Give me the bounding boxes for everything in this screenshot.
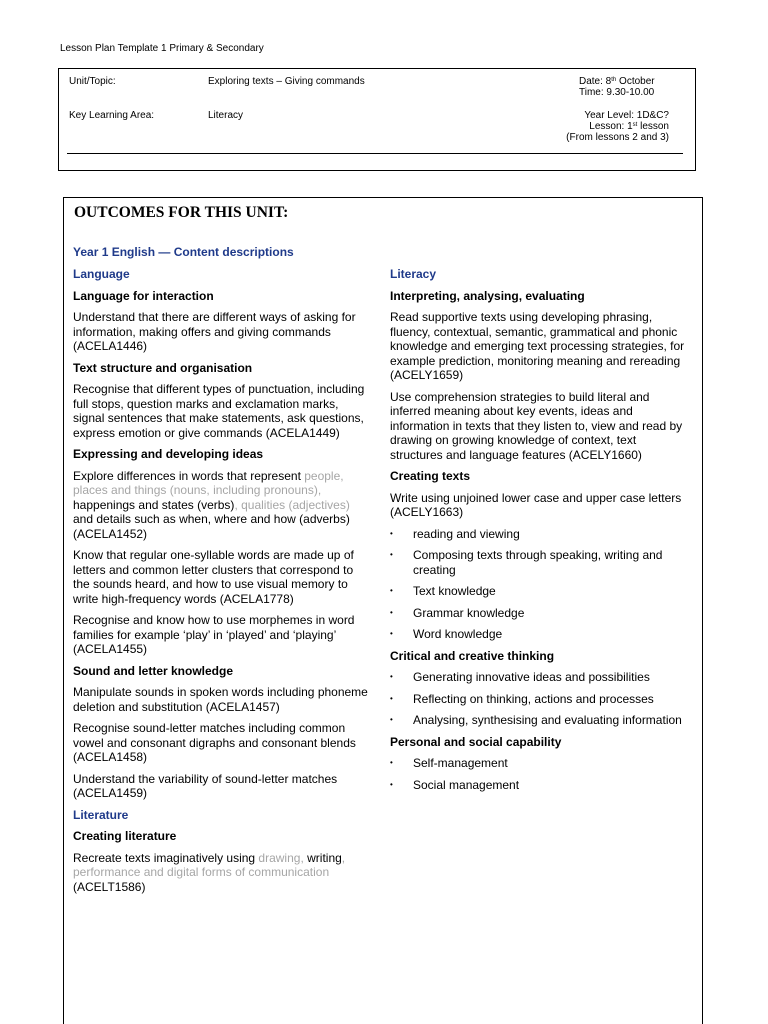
header-divider [67, 153, 683, 154]
critical-thinking-list [390, 670, 690, 728]
list-item: • reading and viewing [390, 527, 690, 542]
literature-heading: Literature [73, 807, 129, 822]
critical-thinking-heading: Critical and creative thinking [390, 648, 555, 663]
comprehension-paragraph: Use comprehension strategies to build literal and inferred meaning about key events, ideas and information in texts that they listen to, view and read by drawing on growing knowledge of context, text structures and language features (ACELY1660) [390, 389, 683, 462]
unit-topic-value: Exploring texts – Giving commands [208, 76, 365, 87]
literacy-column [390, 267, 690, 799]
list-item: • Social management [390, 778, 690, 793]
creating-texts-list [390, 527, 690, 642]
lesson-date: Date: 8th October [579, 76, 655, 87]
outcomes-title: OUTCOMES FOR THIS UNIT: [74, 204, 289, 221]
key-learning-area-label: Key Learning Area: [69, 110, 155, 121]
list-item: • Text knowledge [390, 584, 690, 599]
language-column [73, 267, 371, 901]
list-item: • Self-management [390, 756, 690, 771]
creating-literature-paragraph: Recreate texts imaginatively using drawing, writing, performance and digital forms of communication (ACELT1586) [73, 850, 346, 894]
sound-letter-heading: Sound and letter knowledge [73, 663, 234, 678]
expressing-ideas-paragraph: Explore differences in words that represent people, places and things (nouns, including pronouns), happenings and states (verbs), qualities (adjectives) and details such as when, where and how (adverbs) (ACELA1452) [73, 468, 350, 541]
lesson-time: Time: 9.30-10.00 [579, 87, 655, 98]
document-title: Lesson Plan Template 1 Primary & Secondary [60, 43, 264, 54]
expressing-ideas-heading: Expressing and developing ideas [73, 447, 264, 461]
manipulate-sounds-paragraph: Manipulate sounds in spoken words including phoneme deletion and substitution (ACELA1457) [73, 685, 368, 714]
list-item: • Word knowledge [390, 627, 690, 642]
list-item: • Analysing, synthesising and evaluating information [390, 713, 690, 728]
interpreting-heading: Interpreting, analysing, evaluating [390, 288, 585, 303]
language-for-interaction-text: Understand that there are different ways of asking for information, making offers and giving commands (ACELA1446) [73, 310, 356, 353]
date-time-block [579, 76, 655, 98]
text-structure-text: Recognise that different types of punctuation, including full stops, question marks and exclamation marks, signal sentences that make statements, ask questions, express emotion or give commands (ACELA1449) [73, 382, 365, 440]
personal-social-list [390, 756, 690, 792]
lesson-note: (From lessons 2 and 3) [566, 132, 669, 143]
list-item: • Composing texts through speaking, writing and creating [390, 548, 690, 577]
morphemes-paragraph: Recognise and know how to use morphemes in word families for example ‘play’ in ‘played’ and ‘playing’ (ACELA1455) [73, 613, 355, 656]
sound-letter-matches-paragraph: Recognise sound-letter matches including common vowel and consonant digraphs and consonant blends (ACELA1458) [73, 721, 356, 764]
one-syllable-words-paragraph: Know that regular one-syllable words are made up of letters and common letter clusters that correspond to the sounds heard, and how to use visual memory to write high-frequency words (ACELA1778) [73, 548, 354, 606]
literacy-heading: Literacy [390, 267, 437, 281]
lesson-number: Lesson: 1st lesson [589, 121, 669, 132]
language-heading: Language [73, 267, 130, 281]
key-learning-area-value: Literacy [208, 110, 244, 121]
creating-texts-heading: Creating texts [390, 469, 471, 483]
year-lesson-block [566, 110, 669, 143]
creating-literature-heading: Creating literature [73, 829, 177, 843]
content-descriptions-subtitle: Year 1 English — Content descriptions [73, 245, 294, 259]
list-item: • Generating innovative ideas and possibilities [390, 670, 690, 685]
variability-paragraph: Understand the variability of sound-letter matches (ACELA1459) [73, 771, 338, 800]
year-level: Year Level: 1D&C? [584, 110, 669, 121]
list-item: • Reflecting on thinking, actions and processes [390, 692, 690, 707]
outcomes-box [63, 197, 703, 1024]
supportive-texts-paragraph: Read supportive texts using developing phrasing, fluency, contextual, semantic, grammatical and phonic knowledge and emerging text processing strategies, for example prediction, monitoring meaning and rereading (ACELY1659) [390, 310, 685, 382]
text-structure-heading: Text structure and organisation [73, 360, 253, 375]
unit-topic-label: Unit/Topic: [69, 76, 116, 87]
unjoined-letters-paragraph: Write using unjoined lower case and upper case letters (ACELY1663) [390, 490, 682, 519]
language-for-interaction-heading: Language for interaction [73, 288, 214, 303]
personal-social-heading: Personal and social capability [390, 734, 562, 749]
lesson-header-box [58, 68, 696, 171]
list-item: • Grammar knowledge [390, 606, 690, 621]
